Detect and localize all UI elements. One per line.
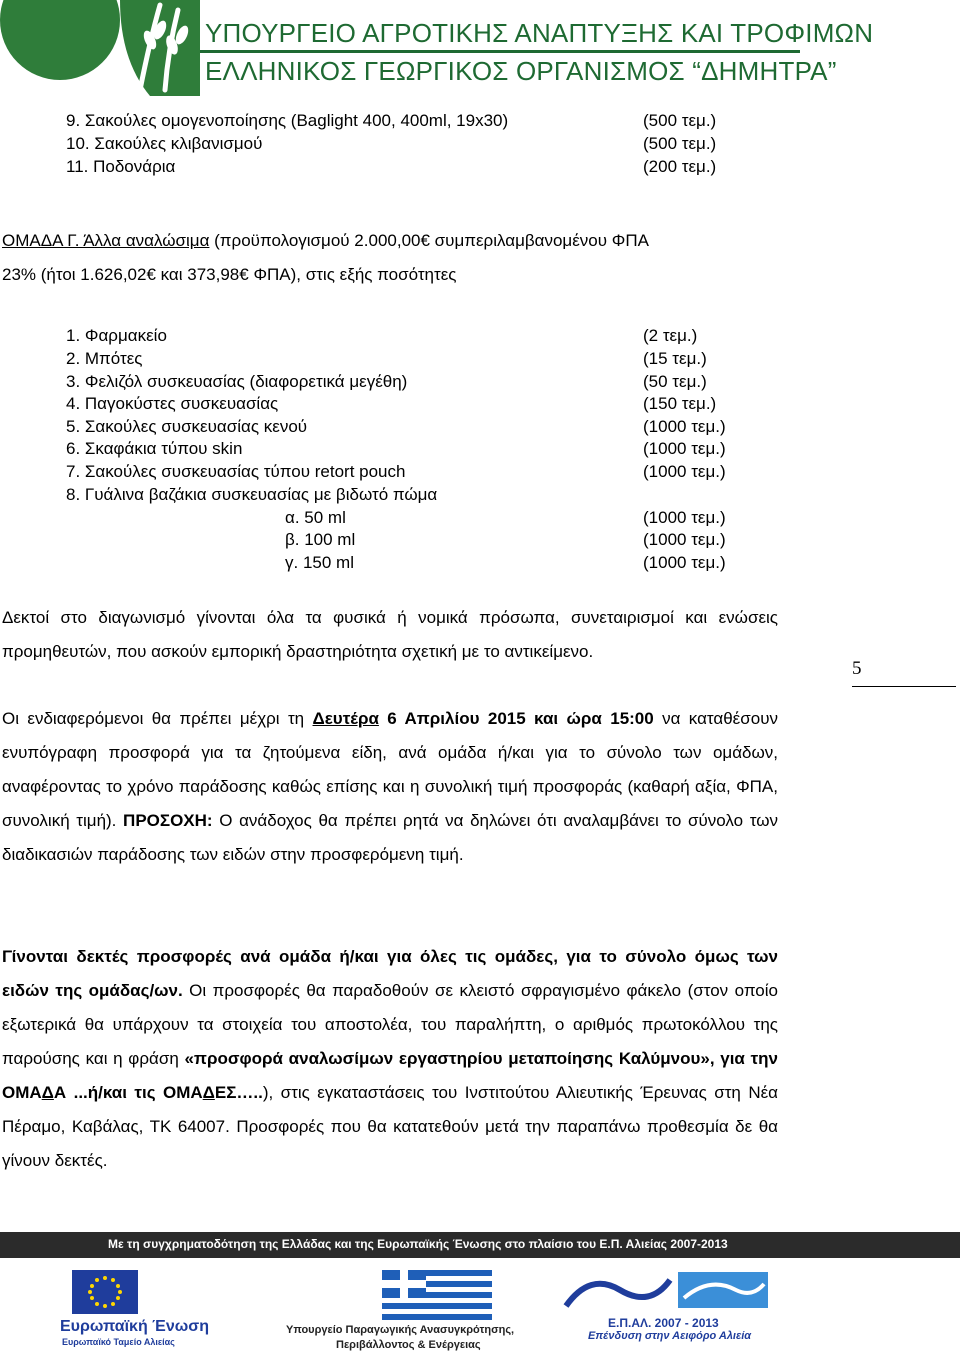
group-c-budget: (προϋπολογισμού 2.000,00€ συμπεριλαμβανομένου ΦΠΑ bbox=[209, 231, 649, 250]
item-quantity: (1000 τεμ.) bbox=[643, 417, 726, 436]
header-title-organization: ΕΛΛΗΝΙΚΟΣ ΓΕΩΡΓΙΚΟΣ ΟΡΓΑΝΙΣΜΟΣ “ΔΗΜΗΤΡΑ” bbox=[205, 56, 837, 86]
item-label: 9. Σακούλες ομογενοποίησης (Baglight 400, 400ml, 19x30) bbox=[66, 111, 509, 130]
item-quantity: (1000 τεμ.) bbox=[643, 462, 726, 481]
subitem-label: β. 100 ml bbox=[285, 530, 356, 549]
item-label: 5. Σακούλες συσκευασίας κενού bbox=[66, 417, 308, 436]
item-quantity: (150 τεμ.) bbox=[643, 394, 717, 413]
list-item bbox=[66, 133, 262, 155]
item-quantity: (15 τεμ.) bbox=[643, 349, 707, 368]
epal-slogan: Επένδυση στην Αειφόρο Αλιεία bbox=[588, 1330, 752, 1342]
submission-phrase-2: Α ...ή/και τις ΟΜΑ bbox=[53, 1083, 203, 1102]
deadline-text-c: Ο ανάδοχος θα πρέπει ρητά να δηλώνει ότι αναλαμβάνει το σύνολο των διαδικασιών παράδοσης των ειδών στην προσφερόμενη τιμή. bbox=[2, 811, 778, 864]
item-quantity: (50 τεμ.) bbox=[643, 372, 707, 391]
submission-phrase-1: «προσφορά αναλωσίμων εργαστηρίου μεταποίησης Καλύμνου», για την ΟΜΑ bbox=[2, 1049, 778, 1102]
group-c-title: ΟΜΑΔΑ Γ. Άλλα αναλώσιμα bbox=[2, 231, 210, 250]
item-label: 11. Ποδονάρια bbox=[66, 157, 176, 176]
submission-text-d: ), στις εγκαταστάσεις του Ινστιτούτου Αλιευτικής Έρευνας στη Νέα Πέραμο, Καβάλας, ΤΚ 64007. Προσφορές που θα κατατεθούν μετά την παραπάνω προθεσμία δε θα γίνουν δεκτές. bbox=[2, 1083, 779, 1170]
deadline-text-a: Οι ενδιαφερόμενοι θα πρέπει μέχρι τη bbox=[2, 709, 313, 728]
deadline-day: Δευτέρα bbox=[312, 709, 379, 728]
item-label: 7. Σακούλες συσκευασίας τύπου retort pouch bbox=[66, 462, 406, 481]
group-c-heading bbox=[2, 224, 778, 292]
item-quantity: (1000 τεμ.) bbox=[643, 508, 726, 527]
attention-label: ΠΡΟΣΟΧΗ: bbox=[123, 811, 213, 830]
eu-label: Ευρωπαϊκή Ένωση bbox=[60, 1318, 209, 1335]
list-item bbox=[66, 393, 278, 415]
subitem-label: α. 50 ml bbox=[285, 508, 346, 527]
epal-label: Ε.Π.ΑΛ. 2007 - 2013 bbox=[608, 1316, 719, 1330]
list-item bbox=[66, 438, 242, 460]
list-subitem bbox=[285, 552, 354, 574]
epal-logo-icon bbox=[560, 1268, 772, 1314]
deadline-paragraph bbox=[2, 702, 778, 872]
list-item bbox=[66, 110, 508, 132]
list-item bbox=[66, 156, 175, 178]
item-label: 10. Σακούλες κλιβανισμού bbox=[66, 134, 263, 153]
group-c-budget-line2: 23% (ήτοι 1.626,02€ και 373,98€ ΦΠΑ), στις εξής ποσότητες bbox=[2, 265, 457, 284]
item-label: 4. Παγοκύστες συσκευασίας bbox=[66, 394, 279, 413]
item-quantity: (500 τεμ.) bbox=[643, 111, 717, 130]
item-label: 6. Σκαφάκια τύπου skin bbox=[66, 439, 243, 458]
item-label: 1. Φαρμακείο bbox=[66, 326, 167, 345]
header-title-ministry: ΥΠΟΥΡΓΕΙΟ ΑΓΡΟΤΙΚΗΣ ΑΝΑΠΤΥΞΗΣ ΚΑΙ ΤΡΟΦΙΜΩΝ bbox=[205, 18, 874, 48]
submission-phrase-2u: Δ bbox=[202, 1083, 215, 1102]
list-item bbox=[66, 461, 405, 483]
page-number: 5 bbox=[852, 658, 862, 679]
deadline-date-time: 6 Απριλίου 2015 και ώρα 15:00 bbox=[378, 709, 654, 728]
submission-phrase-1u: Δ bbox=[41, 1083, 54, 1102]
item-quantity: (2 τεμ.) bbox=[643, 326, 698, 345]
item-quantity: (500 τεμ.) bbox=[643, 134, 717, 153]
footer-cofunding-band bbox=[0, 1232, 960, 1258]
eu-flag-icon bbox=[72, 1270, 138, 1314]
submission-text-b: Οι προσφορές θα παραδοθούν σε κλειστό σφραγισμένο φάκελο (στον οποίο εξωτερικά θα υπάρχουν τα στοιχεία του αποστολέα, του παραλήπτη, ο αριθμός πρωτοκόλλου της παρούσης και η φράση bbox=[2, 981, 778, 1068]
submission-paragraph bbox=[2, 940, 778, 1178]
eligibility-text: Δεκτοί στο διαγωνισμό γίνονται όλα τα φυσικά ή νομικά πρόσωπα, συνεταιρισμοί και ενώσεις προμηθευτών, που ασκούν εμπορική δραστηριότητα σχετική με το αντικείμενο. bbox=[2, 608, 778, 661]
submission-bold-a: Γίνονται δεκτές προσφορές ανά ομάδα ή/και για όλες τις ομάδες, για το σύνολο όμως των ειδών της ομάδας/ων. bbox=[2, 947, 778, 1000]
item-quantity: (1000 τεμ.) bbox=[643, 439, 726, 458]
item-quantity: (200 τεμ.) bbox=[643, 157, 717, 176]
list-subitem bbox=[285, 529, 355, 551]
list-subitem bbox=[285, 507, 346, 529]
list-item bbox=[66, 416, 307, 438]
ministry-label-line1: Υπουργείο Παραγωγικής Ανασυγκρότησης, bbox=[286, 1324, 515, 1336]
submission-phrase-3: ΕΣ….. bbox=[214, 1083, 263, 1102]
header-divider bbox=[200, 50, 800, 53]
ministry-wheat-logo-icon bbox=[0, 0, 200, 96]
eligibility-paragraph bbox=[2, 601, 778, 669]
eu-fund-label: Ευρωπαϊκό Ταμείο Αλιείας bbox=[62, 1337, 175, 1347]
page-number-rule bbox=[852, 686, 956, 687]
item-label: 3. Φελιζόλ συσκευασίας (διαφορετικά μεγέθη) bbox=[66, 372, 408, 391]
footer-cofunding-text: Με τη συγχρηματοδότηση της Ελλάδας και της Ευρωπαϊκής Ένωσης στο πλαίσιο του Ε.Π. Αλιείας 2007-2013 bbox=[108, 1237, 728, 1251]
greek-emblem-icon bbox=[382, 1270, 492, 1320]
list-item bbox=[66, 348, 143, 370]
subitem-label: γ. 150 ml bbox=[285, 553, 354, 572]
item-quantity: (1000 τεμ.) bbox=[643, 530, 726, 549]
list-item bbox=[66, 325, 167, 347]
item-label: 2. Μπότες bbox=[66, 349, 143, 368]
deadline-text-b: να καταθέσουν ενυπόγραφη προσφορά για τα ζητούμενα είδη, ανά ομάδα ή/και για το σύνολο των ομάδων, αναφέροντας το χρόνο παράδοσης καθώς επίσης και η συνολική τιμή προσφοράς (καθαρή αξία, ΦΠΑ, συνολική τιμή). bbox=[2, 709, 779, 830]
item-quantity: (1000 τεμ.) bbox=[643, 553, 726, 572]
list-item bbox=[66, 484, 437, 506]
ministry-label-line2: Περιβάλλοντος & Ενέργειας bbox=[336, 1339, 481, 1351]
item-label: 8. Γυάλινα βαζάκια συσκευασίας με βιδωτό πώμα bbox=[66, 485, 438, 504]
list-item bbox=[66, 371, 407, 393]
